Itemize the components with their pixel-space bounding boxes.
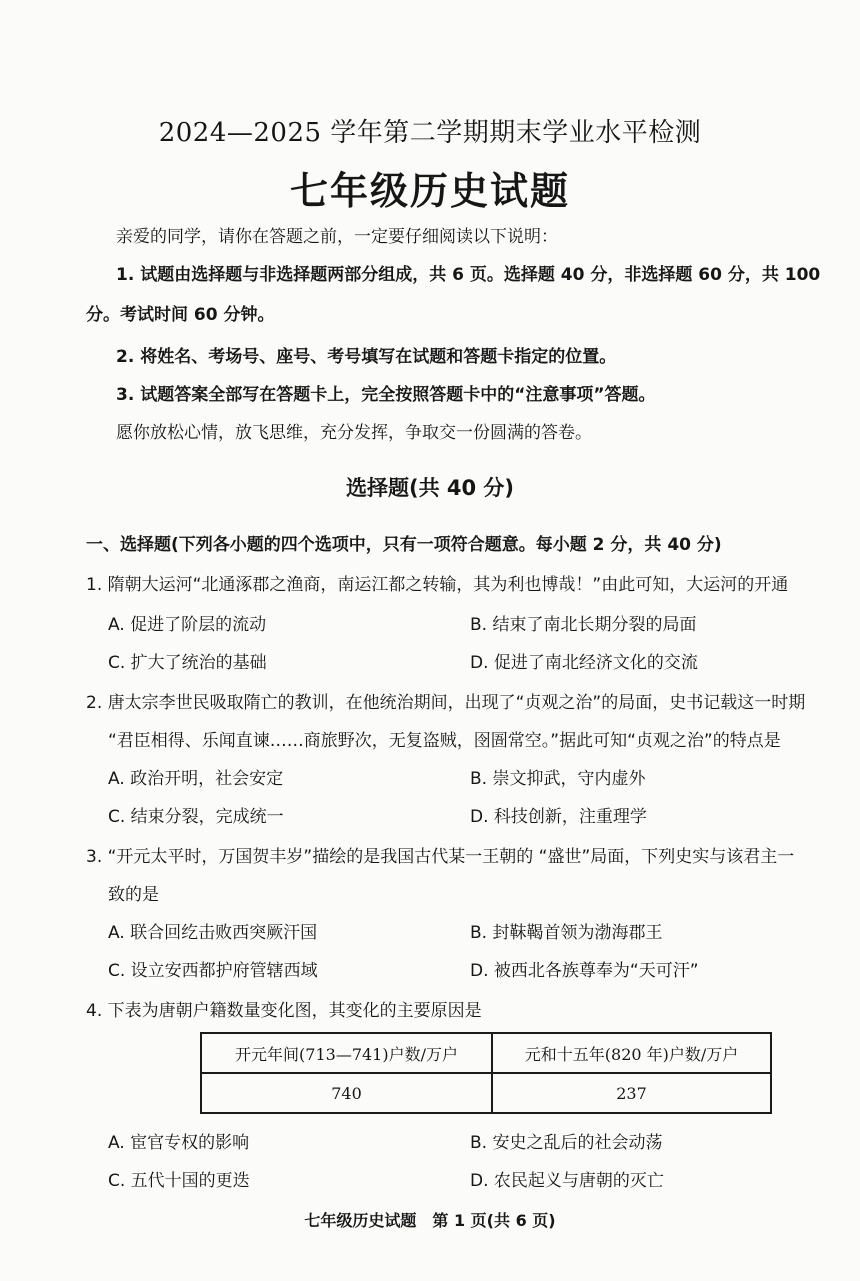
question-3-option-c: C. 设立安西都护府管辖西域 — [108, 961, 318, 981]
table-header-cell: 开元年间(713—741)户数/万户 — [201, 1033, 492, 1073]
question-4-stem: 4. 下表为唐朝户籍数量变化图，其变化的主要原因是 — [86, 1001, 482, 1021]
question-1-option-a: A. 促进了阶层的流动 — [108, 615, 267, 635]
question-3-stem-continued: 致的是 — [108, 885, 159, 905]
instructions-intro: 亲爱的同学，请你在答题之前，一定要仔细阅读以下说明： — [116, 227, 558, 247]
question-2-option-c: C. 结束分裂，完成统一 — [108, 807, 284, 827]
question-4-option-c: C. 五代十国的更迭 — [108, 1171, 250, 1191]
question-3-option-a: A. 联合回纥击败西突厥汗国 — [108, 923, 318, 943]
instructions-wish: 愿你放松心情，放飞思维，充分发挥，争取交一份圆满的答卷。 — [116, 423, 592, 443]
question-2-option-a: A. 政治开明，社会安定 — [108, 769, 284, 789]
instruction-rule-1-continued: 分。考试时间 60 分钟。 — [86, 305, 275, 325]
question-1-option-b: B. 结束了南北长期分裂的局面 — [470, 615, 697, 635]
part-heading: 一、选择题(下列各小题的四个选项中，只有一项符合题意。每小题 2 分，共 40 分) — [86, 535, 722, 555]
question-3-option-b: B. 封靺鞨首领为渤海郡王 — [470, 923, 663, 943]
question-1-stem: 1. 隋朝大运河“北通涿郡之渔商，南运江都之转输，其为利也博哉！”由此可知，大运河的开通 — [86, 575, 789, 595]
question-4-option-d: D. 农民起义与唐朝的灭亡 — [470, 1171, 664, 1191]
question-2-option-d: D. 科技创新，注重理学 — [470, 807, 647, 827]
instruction-rule-3: 3. 试题答案全部写在答题卡上，完全按照答题卡中的“注意事项”答题。 — [116, 385, 656, 405]
table-cell: 740 — [201, 1073, 492, 1113]
subject-title: 七年级历史试题 — [289, 168, 570, 213]
section-title: 选择题(共 40 分) — [345, 476, 515, 500]
question-3-option-d: D. 被西北各族尊奉为“天可汗” — [470, 961, 699, 981]
question-2-stem: 2. 唐太宗李世民吸取隋亡的教训，在他统治期间，出现了“贞观之治”的局面，史书记载这一时期 — [86, 693, 806, 713]
instruction-rule-2: 2. 将姓名、考场号、座号、考号填写在试题和答题卡指定的位置。 — [116, 347, 617, 367]
question-2-stem-continued: “君臣相得、乐闻直谏……商旅野次，无复盗贼，囹圄常空。”据此可知“贞观之治”的特点是 — [108, 731, 781, 751]
table-row — [201, 1073, 771, 1113]
question-2-option-b: B. 崇文抑武，守内虚外 — [470, 769, 646, 789]
household-data-table — [200, 1032, 772, 1114]
instruction-rule-1: 1. 试题由选择题与非选择题两部分组成，共 6 页。选择题 40 分，非选择题 60 分，共 100 — [116, 265, 821, 285]
question-1-option-c: C. 扩大了统治的基础 — [108, 653, 267, 673]
page-footer: 七年级历史试题 第 1 页(共 6 页) — [304, 1211, 556, 1230]
table-cell: 237 — [492, 1073, 771, 1113]
question-4-option-a: A. 宦官专权的影响 — [108, 1133, 250, 1153]
table-header-row — [201, 1033, 771, 1073]
exam-title: 2024—2025 学年第二学期期末学业水平检测 — [158, 118, 702, 148]
question-4-option-b: B. 安史之乱后的社会动荡 — [470, 1133, 663, 1153]
question-1-option-d: D. 促进了南北经济文化的交流 — [470, 653, 698, 673]
question-3-stem: 3. “开元太平时，万国贺丰岁”描绘的是我国古代某一王朝的 “盛世”局面，下列史实与该君主一 — [86, 847, 795, 867]
table-header-cell: 元和十五年(820 年)户数/万户 — [492, 1033, 771, 1073]
